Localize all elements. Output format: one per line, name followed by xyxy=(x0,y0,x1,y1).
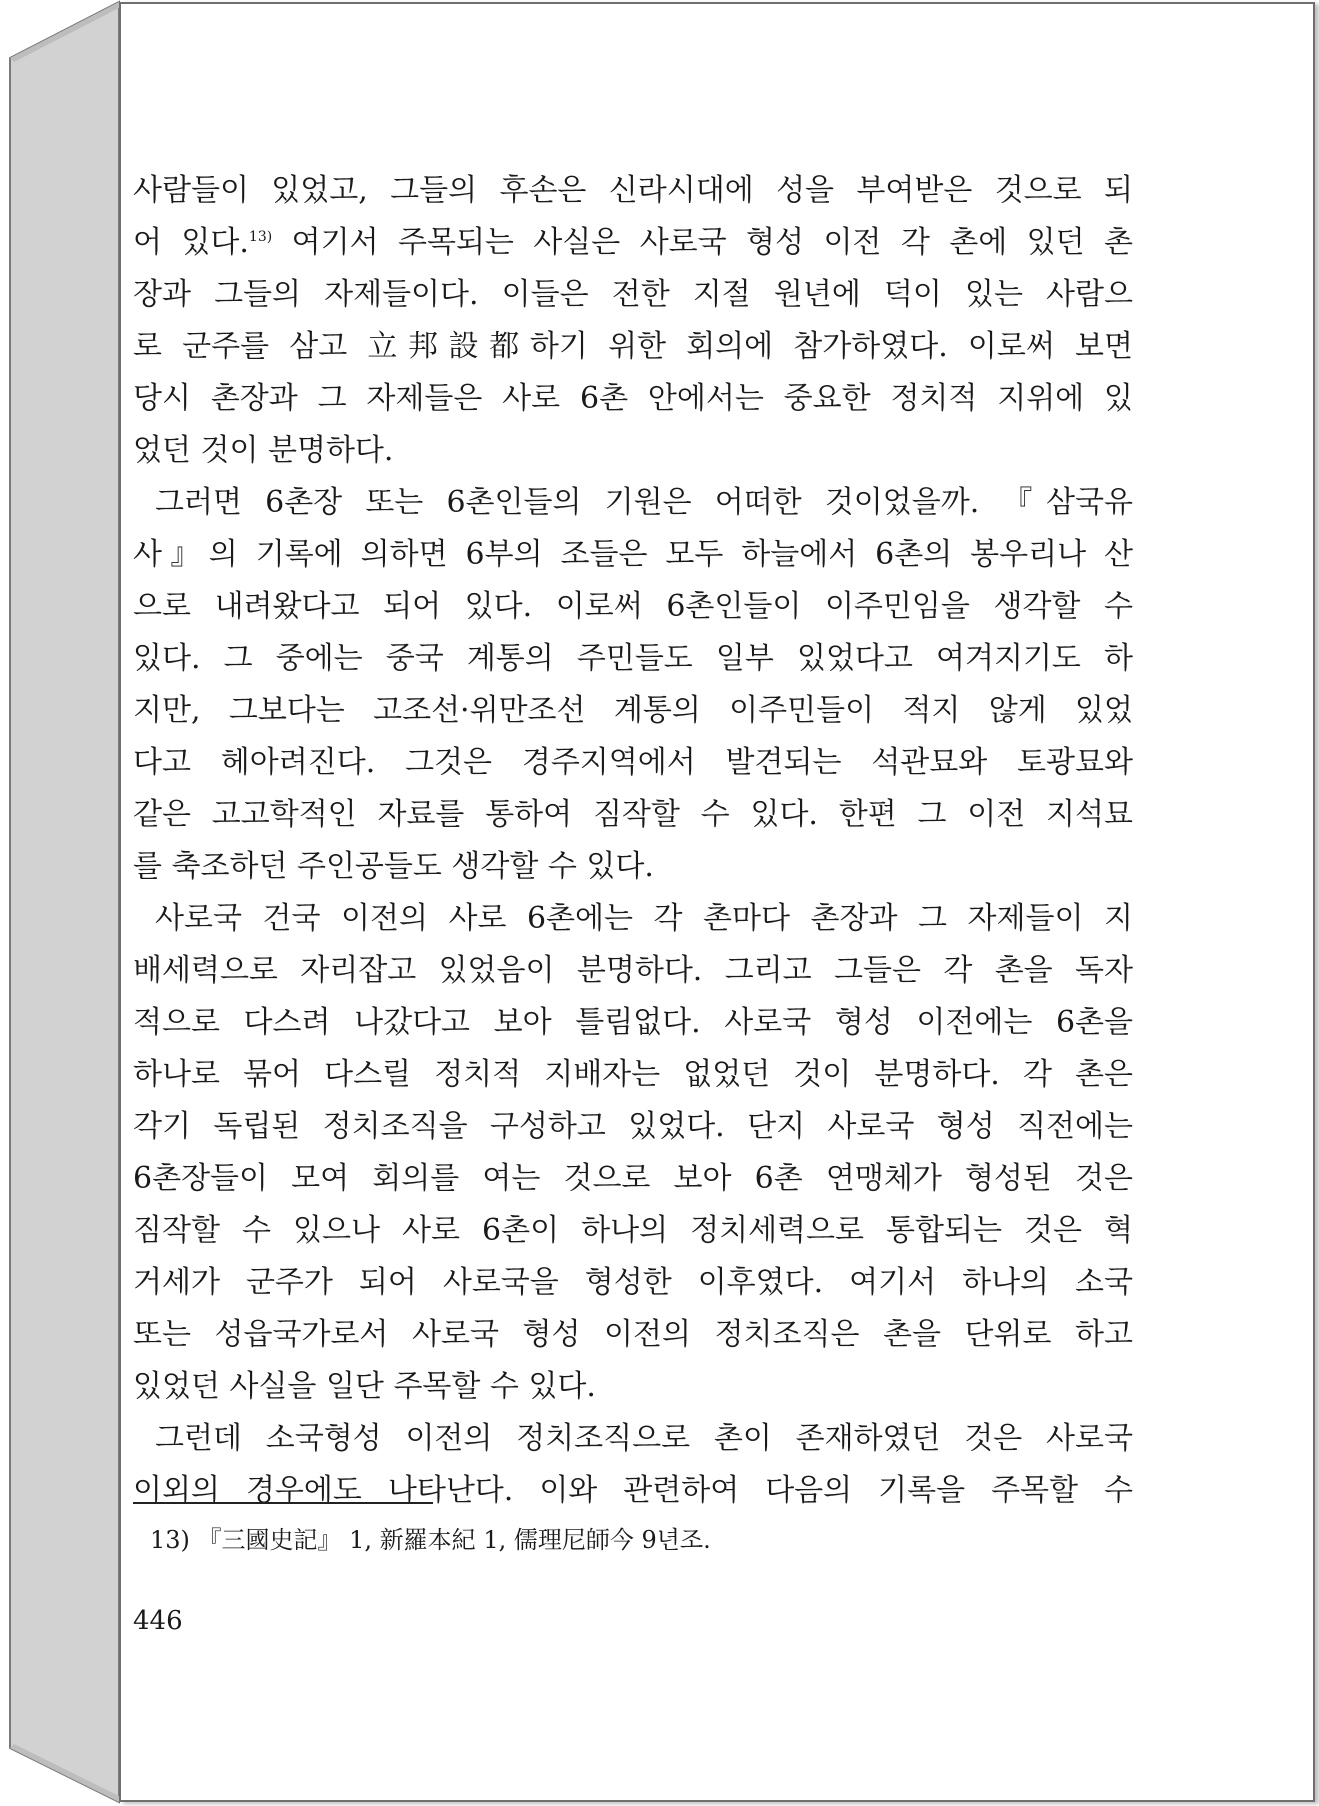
text-line: 같은 고고학적인 자료를 통하여 짐작할 수 있다. 한편 그 이전 지석묘 xyxy=(133,797,1133,832)
text-line xyxy=(133,217,1133,269)
text-line: 이외의 경우에도 나타난다. 이와 관련하여 다음의 기록을 주목할 수 xyxy=(133,1473,1133,1508)
text-line: 그러면 6촌장 또는 6촌인들의 기원은 어떠한 것이었을까. 『삼국유 xyxy=(155,485,1133,520)
text-line: 있다. 그 중에는 중국 계통의 주민들도 일부 있었다고 여겨지기도 하 xyxy=(133,641,1133,676)
text-line: 거세가 군주가 되어 사로국을 형성한 이후였다. 여기서 하나의 소국 xyxy=(133,1265,1133,1300)
text-line: 배세력으로 자리잡고 있었음이 분명하다. 그리고 그들은 각 촌을 독자 xyxy=(133,953,1133,988)
text-line: 각기 독립된 정치조직을 구성하고 있었다. 단지 사로국 형성 직전에는 xyxy=(133,1109,1133,1144)
text-line: 적으로 다스려 나갔다고 보아 틀림없다. 사로국 형성 이전에는 6촌을 xyxy=(133,1005,1133,1040)
body-text xyxy=(133,165,1133,1517)
text-line: 장과 그들의 자제들이다. 이들은 전한 지절 원년에 덕이 있는 사람으 xyxy=(133,277,1133,312)
text-line: 6촌장들이 모여 회의를 여는 것으로 보아 6촌 연맹체가 형성된 것은 xyxy=(133,1161,1133,1196)
text-line: 으로 내려왔다고 되어 있다. 이로써 6촌인들이 이주민임을 생각할 수 xyxy=(133,589,1133,624)
footnote: 13) 『三國史記』 1, 新羅本紀 1, 儒理尼師今 9년조. xyxy=(150,1526,711,1554)
text-line: 를 축조하던 주인공들도 생각할 수 있다. xyxy=(133,849,654,884)
text-line: 사』의 기록에 의하면 6부의 조들은 모두 하늘에서 6촌의 봉우리나 산 xyxy=(133,537,1133,572)
text-line: 사람들이 있었고, 그들의 후손은 신라시대에 성을 부여받은 것으로 되 xyxy=(133,173,1133,208)
text-line: 또는 성읍국가로서 사로국 형성 이전의 정치조직은 촌을 단위로 하고 xyxy=(133,1317,1133,1352)
text-line: 하나로 묶어 다스릴 정치적 지배자는 없었던 것이 분명하다. 각 촌은 xyxy=(133,1057,1133,1092)
book-spine xyxy=(0,0,130,1806)
text-line: 당시 촌장과 그 자제들은 사로 6촌 안에서는 중요한 정치적 지위에 있 xyxy=(133,381,1133,416)
text-line: 있었던 사실을 일단 주목할 수 있다. xyxy=(133,1369,596,1404)
text-fragment: 어 있다. xyxy=(133,225,249,260)
text-fragment: 여기서 주목되는 사실은 사로국 형성 이전 각 촌에 있던 촌 xyxy=(272,225,1133,260)
text-line: 사로국 건국 이전의 사로 6촌에는 각 촌마다 촌장과 그 자제들이 지 xyxy=(155,901,1133,936)
page-number: 446 xyxy=(133,1606,183,1636)
text-line: 로 군주를 삼고 立邦設都하기 위한 회의에 참가하였다. 이로써 보면 xyxy=(133,329,1133,364)
text-line: 었던 것이 분명하다. xyxy=(133,433,394,468)
footnote-reference[interactable]: 13) xyxy=(248,229,273,245)
text-line: 다고 헤아려진다. 그것은 경주지역에서 발견되는 석관묘와 토광묘와 xyxy=(133,745,1133,780)
text-line: 지만, 그보다는 고조선·위만조선 계통의 이주민들이 적지 않게 있었 xyxy=(133,693,1133,728)
footnote-divider xyxy=(133,1502,433,1504)
text-line: 그런데 소국형성 이전의 정치조직으로 촌이 존재하였던 것은 사로국 xyxy=(155,1421,1133,1456)
text-line: 짐작할 수 있으나 사로 6촌이 하나의 정치세력으로 통합되는 것은 혁 xyxy=(133,1213,1133,1248)
